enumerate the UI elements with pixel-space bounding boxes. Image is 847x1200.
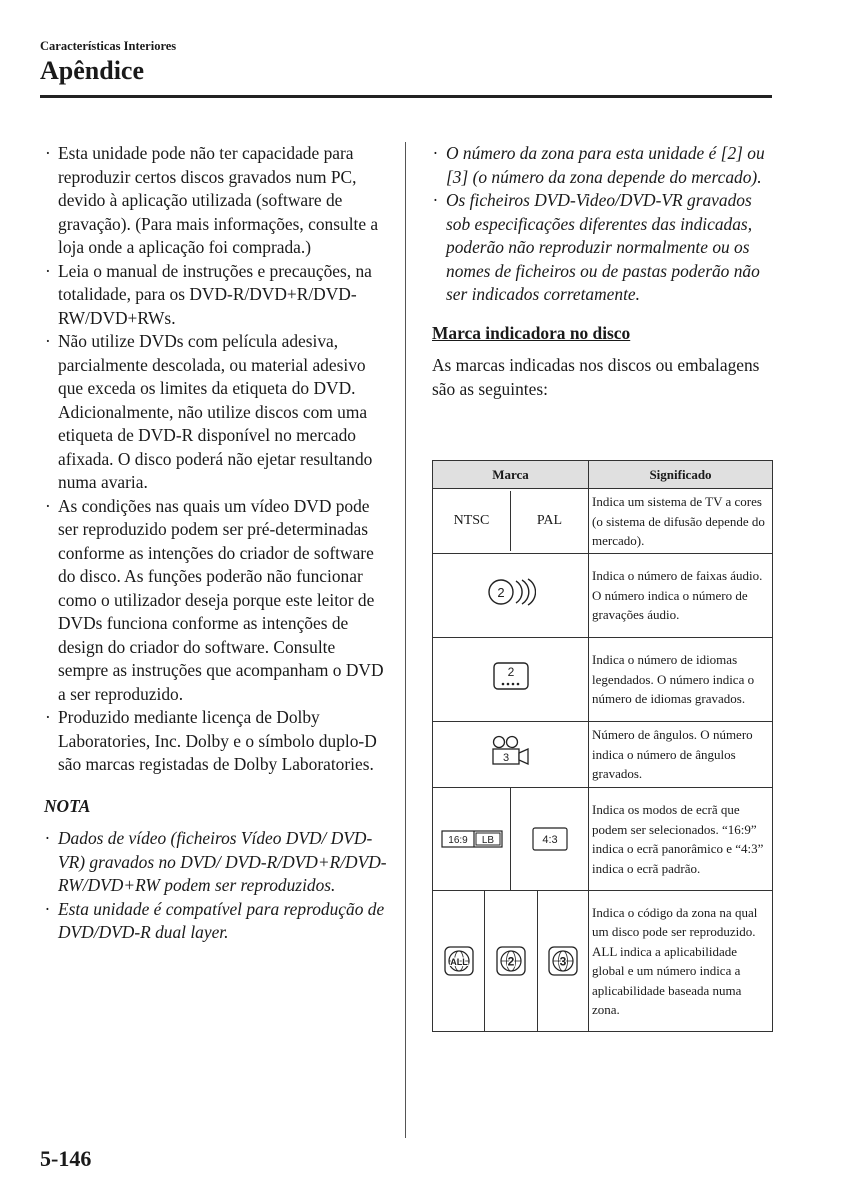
nota-item: · Dados de vídeo (ficheiros Vídeo DVD/ DVD-VR) gravados no DVD/ DVD-R/DVD+R/DVD-RW/DVD+RW podem ser reproduzidos. [44,827,389,898]
widescreen-mark [433,788,511,890]
subtitles-number: 2 [507,665,514,680]
table-row [433,721,773,787]
pal-label: PAL [536,513,563,528]
globe-region-3-icon [548,946,578,976]
mark-cell [433,637,589,721]
intro-text: As marcas indicadas nos discos ou embalagens são as seguintes: [432,355,760,399]
left-column [44,142,389,945]
region-3-label: 3 [559,954,567,968]
meaning-cell: Indica um sistema de TV a cores (o sistema de difusão depende do mercado). [589,489,773,554]
note-item: · O número da zona para esta unidade é [2] ou [3] (o número da zona depende do mercado). [432,142,774,189]
mark-cell [433,721,589,787]
ntsc-label: NTSC [433,491,511,551]
column-header-meaning: Significado [589,461,773,489]
column-divider [405,142,406,1138]
meaning-cell: Indica o número de idiomas legendados. O número indica o número de idiomas gravados. [589,637,773,721]
mark-cell [433,890,589,1031]
region-all-label: ALL [449,956,468,967]
note-item: · Os ficheiros DVD-Video/DVD-VR gravados sob especificações diferentes das indicadas, poderão não reproduzir normalmente ou os nomes de ficheiros ou de pastas poderão não ser indicados corretamente. [432,189,774,307]
table-row [433,489,773,554]
nota-heading: NOTA [44,795,91,816]
page-title: Apêndice [40,56,144,85]
angles-number: 3 [502,752,509,765]
globe-all-icon [444,946,474,976]
list-item: · Não utilize DVDs com película adesiva, parcialmente descolada, ou material adesivo que exceda os limites da etiqueta do DVD. Adicionalmente, não utilize discos com uma etiqueta de DVD-R disponível no mercado afixada. O disco poderá não ejetar resultando numa avaria. [44,330,389,495]
nota-list [44,827,389,945]
note-list [432,142,774,307]
meaning-cell: Indica o código da zona na qual um disco pode ser reproduzido. ALL indica a aplicabilidade global e um número indica a aplicabilidade baseada numa zona. [589,890,773,1031]
table-row [433,553,773,637]
section-label: Características Interiores [40,39,177,53]
standard-label: 4:3 [541,833,558,846]
mark-cell [433,489,589,554]
list-item: · As condições nas quais um vídeo DVD pode ser reproduzido podem ser pré-determinadas conforme as intenções do criador de software do disco. As funções poderão não funcionar como o utilizador deseja porque este leitor de DVDs funciona conforme as intenções de design do criador do software. Consulte sempre as instruções que acompanham o DVD a ser reproduzido. [44,495,389,707]
section-heading: Marca indicadora no disco [432,322,631,343]
region-2-label: 2 [507,954,515,968]
header-rule [40,95,772,98]
mark-cell [433,787,589,890]
region-all-mark [433,891,485,1031]
nota-item: · Esta unidade é compatível para reprodução de DVD/DVD-R dual layer. [44,898,389,945]
globe-region-2-icon [496,946,526,976]
wide-label: 16:9 [447,834,468,846]
disc-marks-table [432,460,773,1032]
audio-number: 2 [496,585,505,601]
meaning-cell: Indica os modos de ecrã que podem ser selecionados. “16:9” indica o ecrã panorâmico e “4:3” indica o ecrã padrão. [589,787,773,890]
table-row [433,787,773,890]
region-2-mark [485,891,538,1031]
region-3-mark [538,891,588,1031]
list-item: · Produzido mediante licença de Dolby Laboratories, Inc. Dolby e o símbolo duplo-D são marcas registadas de Dolby Laboratories. [44,706,389,777]
subtitles-icon [491,660,531,692]
table-row [433,637,773,721]
right-column [432,142,774,413]
mark-cell [433,553,589,637]
widescreen-lb-icon [441,829,503,849]
page-number: 5-146 [40,1146,92,1171]
meaning-cell: Indica o número de faixas áudio. O número indica o número de gravações áudio. [589,553,773,637]
table-row [433,890,773,1031]
list-item: · Esta unidade pode não ter capacidade para reproduzir certos discos gravados num PC, devido à aplicação utilizada (software de gravação). (Para mais informações, consulte a loja onde a aplicação foi comprada.) [44,142,389,260]
lb-label: LB [481,834,494,846]
table-header-row [433,461,773,489]
camera-angles-icon [489,734,533,768]
meaning-cell: Número de ângulos. O número indica o número de ângulos gravados. [589,721,773,787]
bullet-list [44,142,389,777]
audio-tracks-icon [486,575,536,609]
standard-screen-icon [532,827,568,851]
list-item: · Leia o manual de instruções e precauções, na totalidade, para os DVD-R/DVD+R/DVD-RW/DVD+RWs. [44,260,389,331]
standard-mark [511,788,588,890]
column-header-mark: Marca [433,461,589,489]
